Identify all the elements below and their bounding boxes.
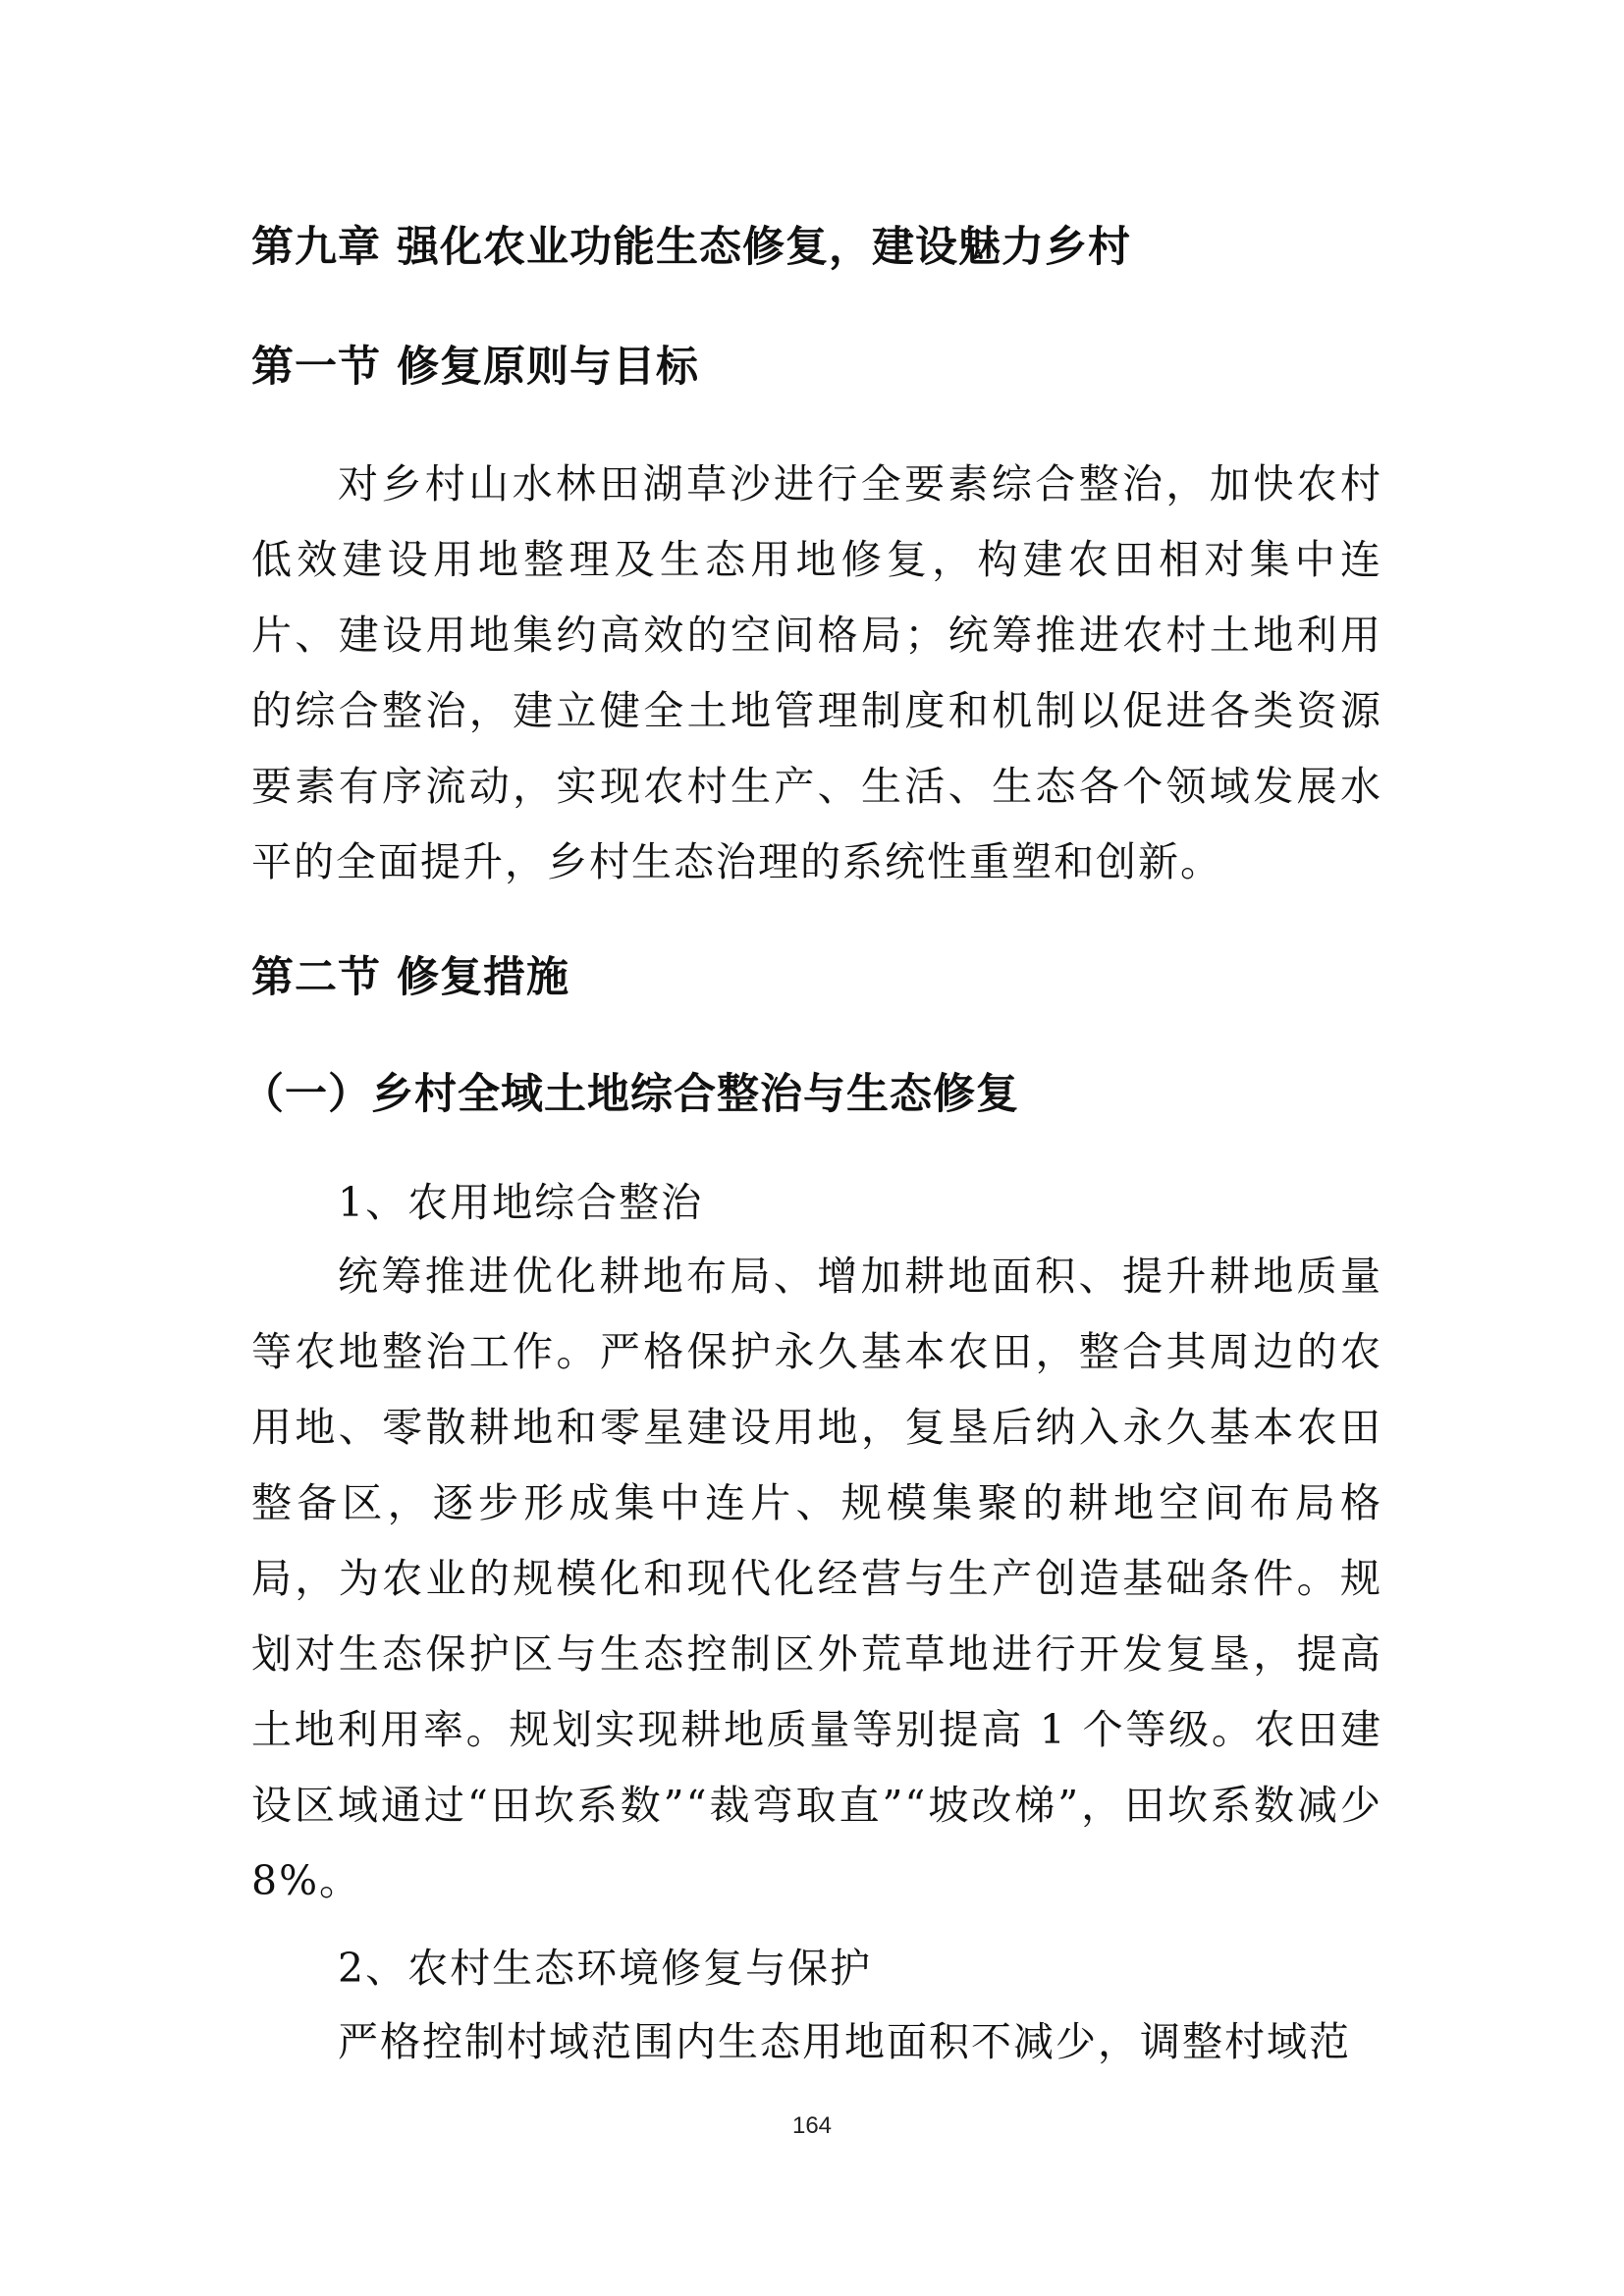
page-number: 164 (791, 2112, 833, 2139)
section-title: 第一节 修复原则与目标 (251, 343, 699, 392)
item-title: 2、农村生态环境修复与保护 (338, 1945, 873, 1992)
item-title: 1、农用地综合整治 (338, 1179, 704, 1226)
item-paragraph: 严格控制村域范围内生态用地面积不减少，调整村域范 (338, 2018, 1351, 2065)
chapter-title: 第九章 强化农业功能生态修复，建设魅力乡村 (251, 223, 1131, 272)
subsection-title: （一）乡村全域土地综合整治与生态修复 (242, 1070, 1019, 1119)
item-paragraph: 统筹推进优化耕地布局、增加耕地面积、提升耕地质量等农地整治工作。严格保护永久基本农田，整合其周边的农用地、零散耕地和零星建设用地，复垦后纳入永久基本农田整备区，逐步形成集中连片、规模集聚的耕地空间布局格局，为农业的规模化和现代化经营与生产创造基础条件。规划对生态保护区与生态控制区外荒草地进行开发复垦，提高土地利用率。规划实现耕地质量等别提高 1 个等级。农田建设区域通过“田坎系数”“裁弯取直”“坡改梯”，田坎系数减少8%。 (251, 1253, 1382, 1904)
section-title: 第二节 修复措施 (251, 953, 569, 1002)
section-paragraph: 对乡村山水林田湖草沙进行全要素综合整治，加快农村低效建设用地整理及生态用地修复，构建农田相对集中连片、建设用地集约高效的空间格局；统筹推进农村土地利用的综合整治，建立健全土地管理制度和机制以促进各类资源要素有序流动，实现农村生产、生活、生态各个领域发展水平的全面提升，乡村生态治理的系统性重塑和创新。 (251, 460, 1382, 885)
